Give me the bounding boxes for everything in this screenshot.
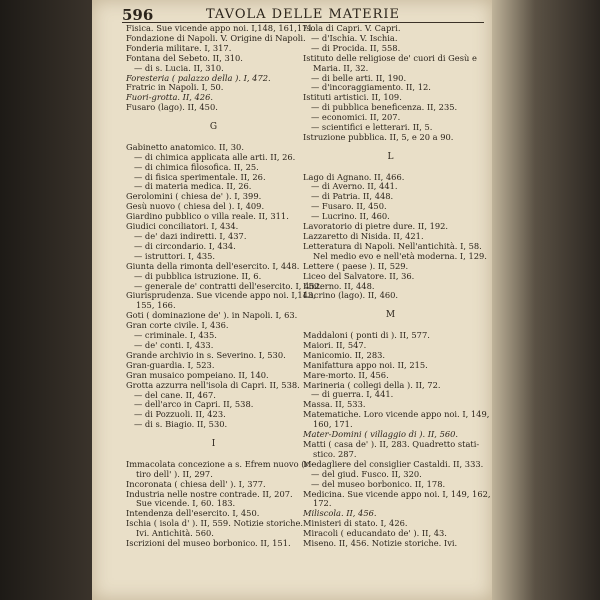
running-title: TAVOLA DELLE MATERIE xyxy=(205,7,401,22)
page-number: 596 xyxy=(122,6,154,24)
index-entry: 160, 171. xyxy=(313,419,353,430)
index-entry: Istruzione pubblica. II, 5, e 20 a 90. xyxy=(303,131,454,142)
index-entry: — generale de' contratti dell'esercito. I, 452. xyxy=(134,280,323,291)
index-entry: — di Pozzuoli. II, 423. xyxy=(134,409,226,420)
index-entry: Gesù nuovo ( chiesa del ). I, 409. xyxy=(126,201,265,212)
index-entry: Lavoratorio di pietre dure. II, 192. xyxy=(303,221,449,232)
index-entry: tiro dell' ). II, 297. xyxy=(136,468,213,479)
index-entry: Miracoli ( educandato de' ). II, 43. xyxy=(303,528,447,539)
section-letter: G xyxy=(209,122,218,133)
index-entry: — di fisica sperimentale. II, 26. xyxy=(134,171,266,182)
index-entry: Matematiche. Loro vicende appo noi. I, 149, xyxy=(303,409,490,420)
index-entry: — del museo borbonico. II, 178. xyxy=(311,478,446,489)
index-entry: Fuori-grotta. II, 426. xyxy=(126,92,213,103)
index-entry: Lettere ( paese ). II, 529. xyxy=(303,260,409,271)
index-entry: — di s. Biagio. II, 530. xyxy=(134,419,228,430)
index-entry: Nel medio evo e nell'età moderna. I, 129. xyxy=(313,250,487,261)
index-entry: — di chimica filosofica. II, 25. xyxy=(134,161,259,172)
index-entry: Fratric in Napoli. I, 50. xyxy=(126,82,224,93)
index-entry: — criminale. I, 435. xyxy=(134,330,217,341)
index-entry: Industria nelle nostre contrade. II, 207. xyxy=(126,488,293,499)
index-entry: Maria. II, 32. xyxy=(313,62,369,73)
index-entry: Gerolomini ( chiesa de' ). I, 399. xyxy=(126,191,262,202)
index-entry: Giudici conciliatori. I, 434. xyxy=(126,221,239,232)
section-letter: M xyxy=(385,310,396,321)
index-entry: — di circondario. I, 434. xyxy=(134,240,236,251)
index-entry: 172. xyxy=(313,498,332,509)
index-entry: Fontana del Sebeto. II, 310. xyxy=(126,52,243,63)
index-entry: Medagliere del consiglier Castaldi. II, 333. xyxy=(303,458,484,469)
index-entry: Lucrino (lago). II, 460. xyxy=(303,290,399,301)
index-entry: Fusaro (lago). II, 450. xyxy=(126,102,218,113)
index-entry: — di pubblica beneficenza. II, 235. xyxy=(311,102,458,113)
index-entry: — di belle arti. II, 190. xyxy=(311,72,407,83)
index-entry: — di Procida. II, 558. xyxy=(311,42,401,53)
index-entry: Foresteria ( palazzo della ). I, 472. xyxy=(126,72,271,83)
index-entry: Grotta azzurra nell'isola di Capri. II, 538. xyxy=(126,379,300,390)
index-entry: — del giud. Fusco. II, 320. xyxy=(311,468,422,479)
index-entry: Marineria ( collegi della ). II, 72. xyxy=(303,379,441,390)
index-entry: Ivi. Antichità. 560. xyxy=(136,528,214,539)
index-entry: Immacolata concezione a s. Efrem nuovo (ri- xyxy=(126,458,314,469)
index-entry: Gabinetto anatomico. II, 30. xyxy=(126,141,244,152)
index-entry: — de' dazi indiretti. I, 437. xyxy=(134,231,247,241)
index-entry: Giunta della rimonta dell'esercito. I, 448. xyxy=(126,260,300,271)
index-entry: Mater-Domini ( villaggio di ). II, 560. xyxy=(303,429,459,440)
index-entry: — Lucrino. II, 460. xyxy=(311,211,390,222)
index-entry: Linterno. II, 448. xyxy=(303,280,375,291)
section-letter: I xyxy=(211,439,216,450)
index-entry: Giurisprudenza. Sue vicende appo noi. I,143, xyxy=(126,290,316,301)
section-letter: L xyxy=(387,151,394,162)
index-entry: Incoronata ( chiesa dell' ). I, 377. xyxy=(126,478,266,489)
index-entry: Giardino pubblico o villa reale. II, 311. xyxy=(126,211,289,222)
index-entry: Matti ( casa de' ). II, 283. Quadretto stati- xyxy=(303,439,480,449)
index-entry: — di Averno. II, 441. xyxy=(311,181,398,192)
index-entry: Intendenza dell'esercito. I, 450. xyxy=(126,508,260,519)
index-entry: Manicomio. II, 283. xyxy=(303,349,386,360)
index-entry: Lazzaretto di Nisida. II, 421. xyxy=(303,231,424,241)
index-entry: — de' conti. I, 433. xyxy=(134,339,214,350)
index-entry: Gran corte civile. I, 436. xyxy=(126,320,229,331)
index-entry: Iscrizioni del museo borbonico. II, 151. xyxy=(126,538,291,549)
index-column-right xyxy=(303,23,491,549)
index-entry: — istruttori. I, 435. xyxy=(134,250,216,261)
index-entry: — del cane. II, 467. xyxy=(134,389,216,400)
index-entry: Ischia ( isola d' ). II, 559. Notizie storiche. xyxy=(126,518,304,529)
index-entry: Fondazione di Napoli. V. Origine di Napoli. xyxy=(126,32,306,43)
index-entry: Letteratura di Napoli. Nell'antichità. I, 58. xyxy=(303,240,482,251)
index-entry: — d'incoraggiamento. II, 12. xyxy=(311,82,431,93)
index-entry: Manifattura appo noi. II, 215. xyxy=(303,359,428,370)
index-entry: Maiori. II, 547. xyxy=(303,339,367,350)
index-entry: Lago di Agnano. II, 466. xyxy=(303,171,405,182)
index-entry: Fisica. Sue vicende appo noi. I,148, 161,171. xyxy=(126,23,316,33)
index-entry: Grande archivio in s. Severino. I, 530. xyxy=(126,349,286,360)
index-entry: Maddaloni ( ponti di ). II, 577. xyxy=(303,330,430,341)
index-entry: — dell'arco in Capri. II, 538. xyxy=(134,399,254,410)
index-entry: Istituto delle religiose de' cuori di Gesù e xyxy=(303,52,477,63)
index-entry: Miliscola. II, 456. xyxy=(303,508,377,519)
index-entry: — Fusaro. II, 450. xyxy=(311,201,387,212)
index-entry: — di materia medica. II, 26. xyxy=(134,181,252,192)
index-entry: — di s. Lucia. II, 310. xyxy=(134,62,224,73)
index-entry: — di chimica applicata alle arti. II, 26. xyxy=(134,151,296,162)
index-entry: Sue vicende. I, 60. 183. xyxy=(136,498,236,509)
index-entry: stico. 287. xyxy=(313,448,357,459)
index-entry: Fonderia militare. I, 317. xyxy=(126,42,232,53)
right-page-edge xyxy=(492,0,600,600)
index-entry: Isola di Capri. V. Capri. xyxy=(303,23,401,33)
index-entry: — scientifici e letterari. II, 5. xyxy=(311,122,433,133)
index-entry: Istituti artistici. II, 109. xyxy=(303,92,402,103)
index-entry: — economici. II, 207. xyxy=(311,112,401,123)
index-entry: Massa. II, 533. xyxy=(303,399,366,410)
index-entry: — di Patria. II, 448. xyxy=(311,191,394,202)
index-entry: Goti ( dominazione de' ). in Napoli. I, 63. xyxy=(126,310,298,321)
index-entry: Liceo del Salvatore. II, 36. xyxy=(303,270,415,281)
index-entry: Medicina. Sue vicende appo noi. I, 149, 162, xyxy=(303,488,491,499)
index-entry: 155, 166. xyxy=(136,300,176,311)
index-entry: — di pubblica istruzione. II, 6. xyxy=(134,270,262,281)
index-entry: Ministeri di stato. I, 426. xyxy=(303,518,408,529)
book-page xyxy=(92,0,492,600)
index-entry: Gran-guardia. I, 523. xyxy=(126,359,215,370)
index-entry: Miseno. II, 456. Notizie storiche. Ivi. xyxy=(303,538,458,549)
index-entry: — d'Ischia. V. Ischia. xyxy=(311,32,398,43)
index-entry: — di guerra. I, 441. xyxy=(311,389,394,400)
index-entry: Gran musaico pompeiano. II, 140. xyxy=(126,369,269,380)
index-entry: Mare-morto. II, 456. xyxy=(303,369,389,380)
left-page-shadow xyxy=(0,0,92,600)
